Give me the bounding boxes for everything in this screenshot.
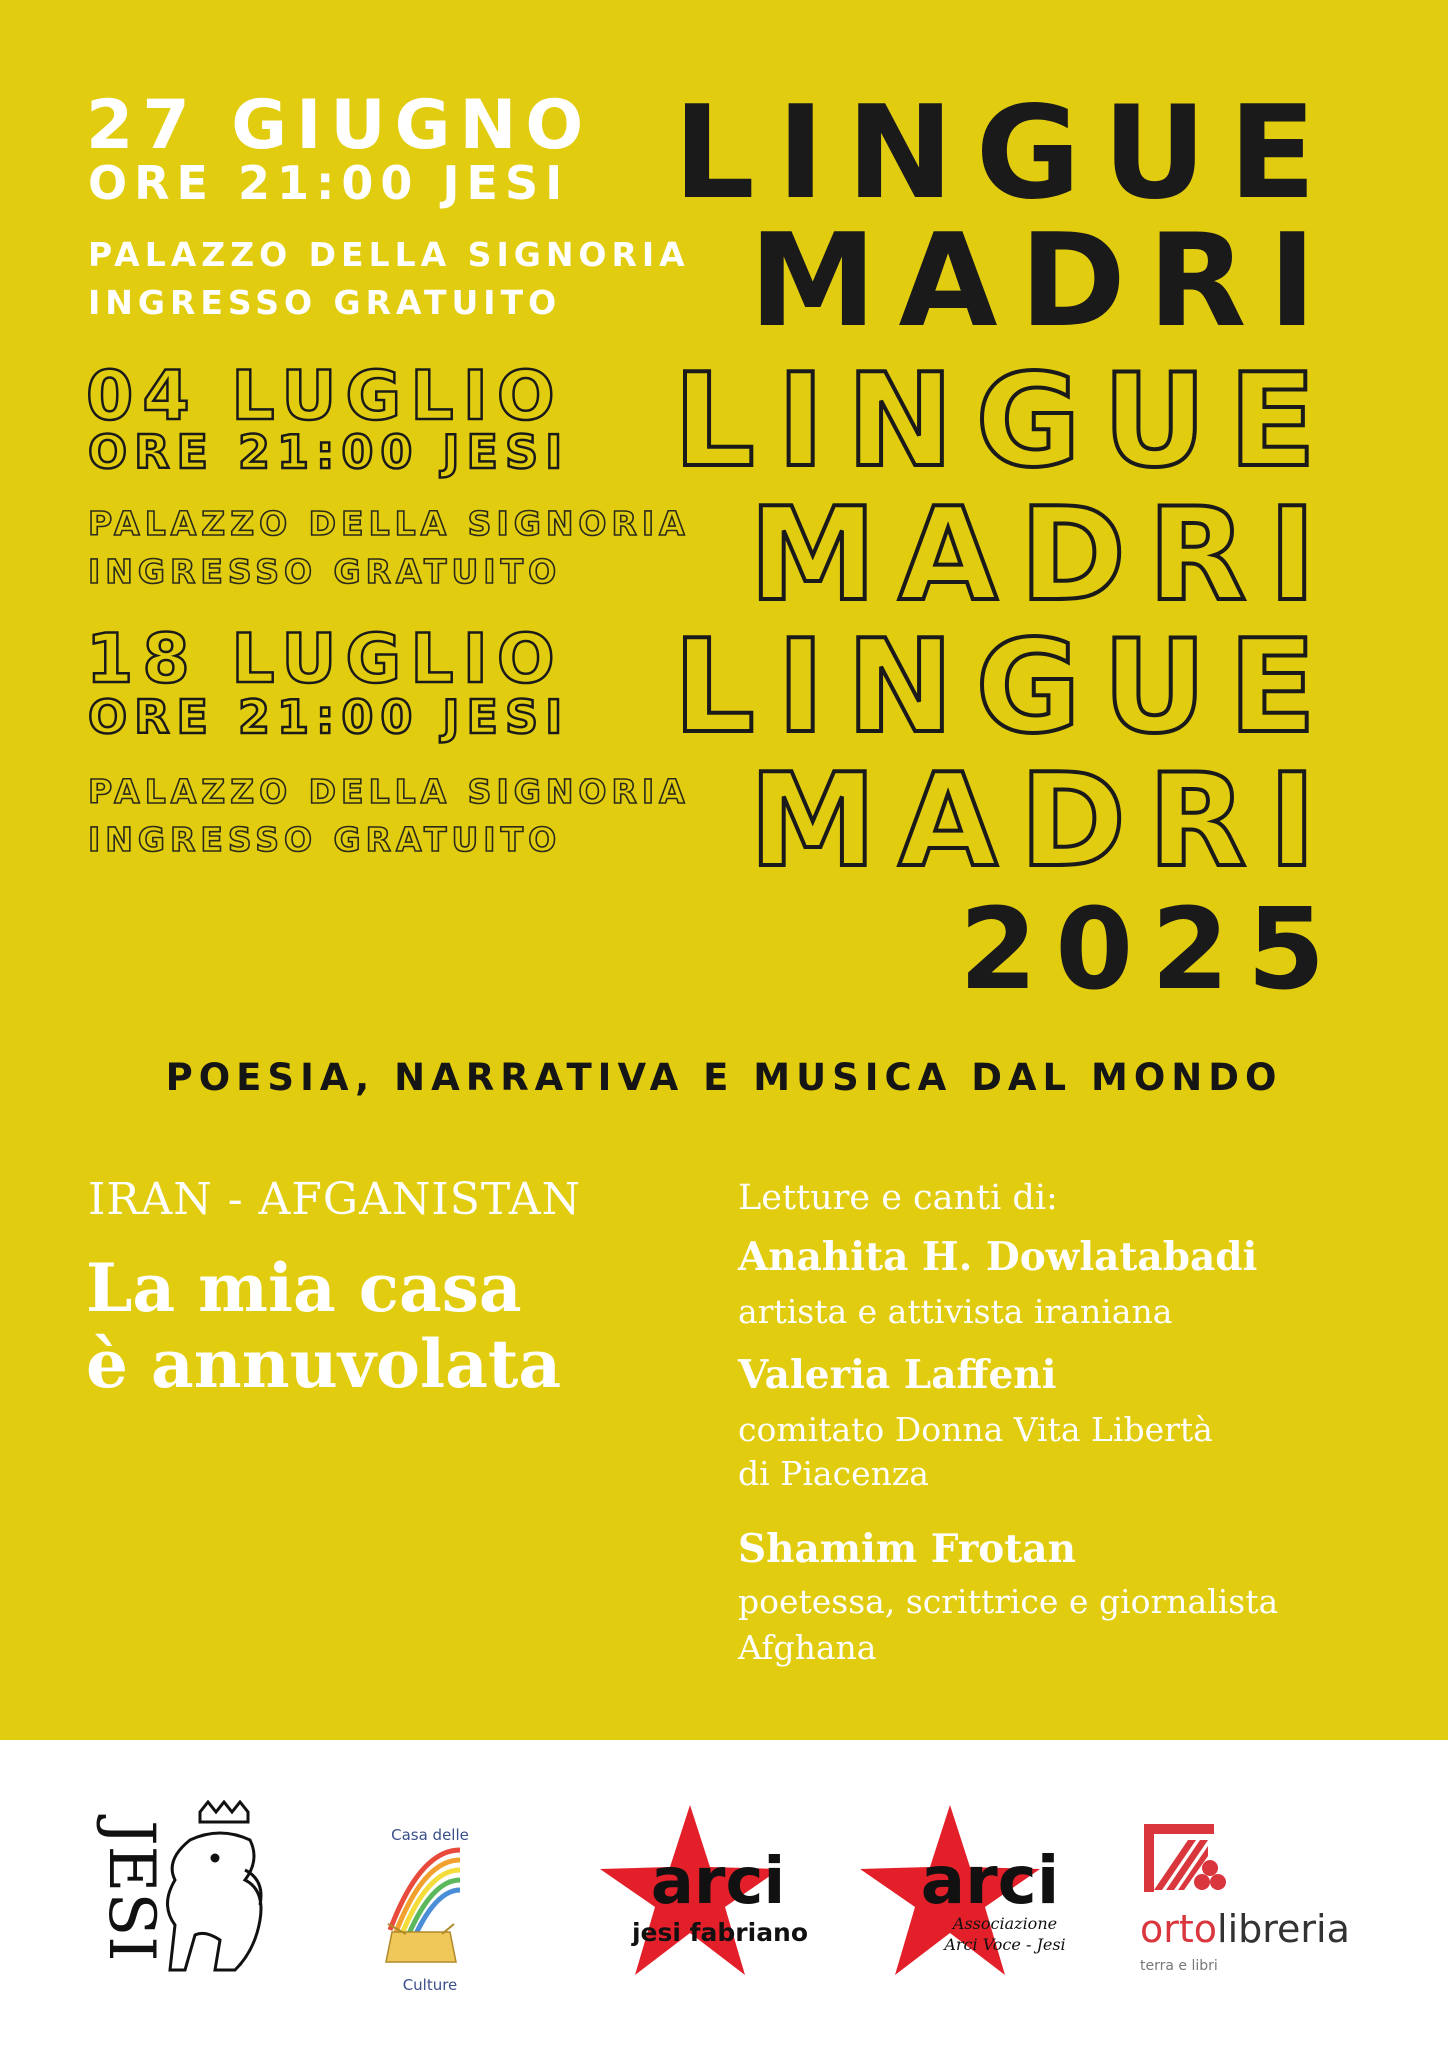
title-2-line2: MADRI — [749, 481, 1338, 630]
performer-2-role-1: comitato Donna Vita Libertà — [738, 1410, 1213, 1449]
ortolibreria-wordmark — [1140, 1907, 1350, 1951]
performer-3-name: Shamim Frotan — [738, 1526, 1076, 1572]
arci-voce-jesi-logo — [855, 1805, 1095, 1985]
performer-2-name: Valeria Laffeni — [738, 1352, 1057, 1398]
date-3-day: 18 LUGLIO — [86, 620, 564, 699]
date-2-time: ORE 21:00 JESI — [88, 425, 570, 479]
box-icon — [386, 1924, 456, 1962]
title-1-line1: LINGUE — [673, 79, 1338, 228]
ortolibreria-logo — [1140, 1820, 1380, 2000]
arci-2-text: arci — [920, 1842, 1060, 1919]
jesi-logo-text: JESI — [94, 1820, 168, 1962]
orto-part: orto — [1140, 1907, 1218, 1951]
jesi-logo — [70, 1800, 290, 2000]
casa-text-2: Culture — [402, 1976, 458, 1994]
date-3-time: ORE 21:00 JESI — [88, 690, 570, 744]
year: 2025 — [959, 885, 1343, 1015]
date-1-day: 27 GIUGNO — [86, 86, 593, 165]
casa-delle-culture-logo — [370, 1820, 490, 2000]
arci-1-text: arci — [650, 1845, 786, 1919]
event-title-line1: La mia casa — [86, 1249, 522, 1327]
title-2-line1: LINGUE — [673, 347, 1338, 496]
date-1-entry: INGRESSO GRATUITO — [88, 283, 562, 322]
libreria-part: libreria — [1217, 1907, 1350, 1951]
title-3-line2: MADRI — [749, 747, 1338, 896]
arci-2-sub-1: Associazione — [952, 1914, 1058, 1933]
title-1-line2: MADRI — [749, 207, 1338, 356]
rainbow-icon — [390, 1850, 460, 1938]
credits-heading: Letture e canti di: — [738, 1178, 1058, 1218]
performer-3-role-1: poetessa, scrittrice e giornalista — [738, 1582, 1279, 1621]
event-title-line2: è annuvolata — [86, 1325, 562, 1403]
arci-2-sub-2: Arci Voce - Jesi — [944, 1935, 1066, 1954]
sponsor-logos — [0, 1740, 1448, 2048]
arci-1-sub: jesi fabriano — [631, 1918, 809, 1947]
date-3-venue: PALAZZO DELLA SIGNORIA — [88, 772, 690, 811]
performer-1-role: artista e attivista iraniana — [738, 1292, 1173, 1331]
performer-2-role-2: di Piacenza — [738, 1454, 929, 1493]
date-2-day: 04 LUGLIO — [86, 357, 564, 436]
date-2-entry: INGRESSO GRATUITO — [88, 552, 562, 591]
lion-icon — [168, 1802, 262, 1970]
date-1-venue: PALAZZO DELLA SIGNORIA — [88, 235, 690, 274]
date-1-time: ORE 21:00 JESI — [88, 156, 570, 210]
casa-text-1: Casa delle — [391, 1826, 469, 1844]
ortolibreria-tagline: terra e libri — [1140, 1958, 1218, 1974]
date-3-entry: INGRESSO GRATUITO — [88, 820, 562, 859]
arci-jesi-fabriano-logo — [580, 1805, 820, 1985]
subtitle: POESIA, NARRATIVA E MUSICA DAL MONDO — [165, 1056, 1283, 1099]
performer-1-name: Anahita H. Dowlatabadi — [738, 1234, 1258, 1280]
title-3-line1: LINGUE — [673, 613, 1338, 762]
performer-3-role-2: Afghana — [738, 1628, 877, 1667]
date-2-venue: PALAZZO DELLA SIGNORIA — [88, 504, 690, 543]
event-region: IRAN - AFGANISTAN — [88, 1174, 582, 1225]
ortolibreria-mark-icon — [1144, 1824, 1226, 1892]
